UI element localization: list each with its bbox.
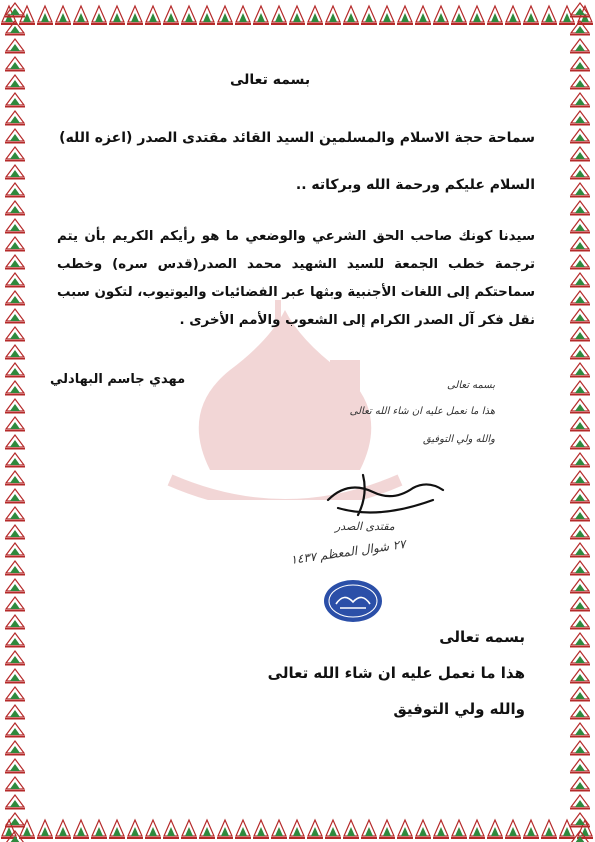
reply-line-2: هذا ما نعمل عليه ان شاء الله تعالى xyxy=(267,664,525,682)
decorative-border-right xyxy=(565,0,595,842)
letter-addressee: سماحة حجة الاسلام والمسلمين السيد القائد مقتدى الصدر (اعزه الله) xyxy=(59,130,535,146)
handwritten-line-1: بسمه تعالى xyxy=(446,380,495,391)
handwritten-office: مقتدى الصدر xyxy=(335,520,395,533)
reply-line-1: بسمه تعالى xyxy=(439,628,525,646)
decorative-border-left xyxy=(0,0,30,842)
letter-salutation: بسمه تعالى xyxy=(230,72,311,88)
handwritten-date: ٢٧ شوال المعظم ١٤٣٧ xyxy=(289,536,407,568)
handwritten-line-2: هذا ما نعمل عليه ان شاء الله تعالى xyxy=(349,406,495,417)
reply-line-3: والله ولي التوفيق xyxy=(393,700,525,718)
decorative-border-bottom xyxy=(0,814,595,842)
letter-body: سيدنا كونك صاحب الحق الشرعي والوضعي ما هو رأيكم الكريم بأن يتم ترجمة خطب الجمعة للسيد الشهيد محمد الصدر(قدس سره) وخطب سماحتكم إلى اللغات الأجنبية وبثها عبر الفضائيات واليوتيوب، لتكون سبب نقل فكر آل الصدر الكرام إلى الشعوب والأمم الأخرى . xyxy=(57,229,535,328)
decorative-border-top xyxy=(0,0,595,28)
office-seal-stamp xyxy=(322,578,384,624)
handwritten-signature xyxy=(318,470,448,525)
handwritten-line-3: والله ولي التوفيق xyxy=(422,434,495,445)
letter-greeting: السلام عليكم ورحمة الله وبركاته .. xyxy=(295,177,535,193)
letter-signer: مهدي جاسم البهادلي xyxy=(50,372,186,387)
